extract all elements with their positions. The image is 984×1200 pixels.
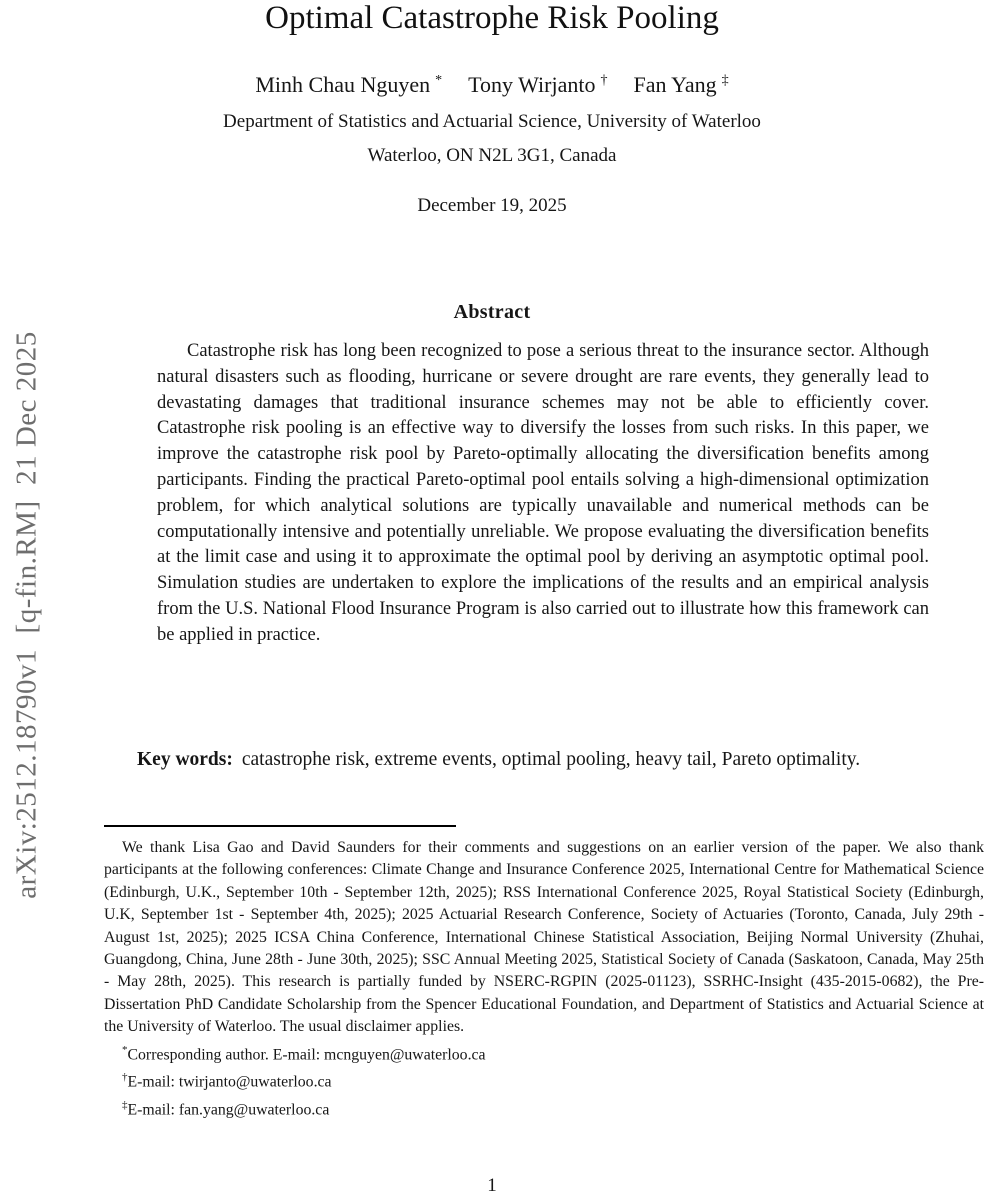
footnote-text: E-mail: fan.yang@uwaterloo.ca [127,1101,330,1119]
footnote-marker-dagger: † [122,1071,128,1084]
footnote-rule [104,825,456,827]
keywords-paragraph [104,737,980,782]
address-line: Waterloo, ON N2L 3G1, Canada [367,145,617,166]
page-number: 1 [487,1175,497,1196]
keywords-label: Key words: [137,749,233,770]
author-2-footnote-mark: † [600,72,608,88]
footnote-email-3 [104,1094,984,1122]
author-3-name: Fan Yang [633,72,717,97]
abstract-text: Catastrophe risk has long been recognized to pose a serious threat to the insurance sector. Although natural disasters such as flooding, hurricane or severe drought are rare events, they generally lead to devastating damages that traditional insurance schemes may not be able to efficiently cover. Catastrophe risk pooling is an effective way to diversify the losses from such risks. In this paper, we improve the catastrophe risk pool by Pareto-optimally allocating the diversification benefits among participants. Finding the practical Pareto-optimal pool entails solving a high-dimensional optimization problem, for which analytical solutions are typically unavailable and numerical methods can be computationally intensive and potentially unreliable. We propose evaluating the diversification benefits at the limit case and using it to approximate the optimal pool by deriving an asymptotic optimal pool. Simulation studies are undertaken to explore the implications of the results and an empirical analysis from the U.S. National Flood Insurance Program is also carried out to illustrate how this framework can be applied in practice. [157,341,929,645]
footnote-corresponding-author [104,1039,984,1067]
author-3 [633,72,728,98]
authors-line [0,72,984,98]
footnotes-block [104,837,984,1122]
footnote-marker-double-dagger: ‡ [122,1099,128,1111]
author-3-footnote-mark: ‡ [721,72,729,88]
page-title: Optimal Catastrophe Risk Pooling [265,0,719,36]
author-2-name: Tony Wirjanto [468,72,596,97]
date-line: December 19, 2025 [417,195,567,216]
thanks-footnote: We thank Lisa Gao and David Saunders for their comments and suggestions on an earlier version of the paper. We also thank participants at the following conferences: Climate Change and Insurance Conference 2025, International Centre for Mathematical Science (Edinburgh, U.K., September 10th - September 12th, 2025); RSS International Conference 2025, Royal Statistical Society (Edinburgh, U.K, September 1st - September 4th, 2025); 2025 Actuarial Research Conference, Society of Actuaries (Toronto, Canada, July 29th - August 1st, 2025); 2025 ICSA China Conference, International Chinese Statistical Association, Beijing Normal University (Zhuhai, Guangdong, China, June 28th - June 30th, 2025); SSC Annual Meeting 2025, Statistical Society of Canada (Saskatoon, Canada, May 25th - May 28th, 2025). This research is partially funded by NSERC-RGPIN (2025-01123), SSRHC-Insight (435-2015-0682), the Pre-Dissertation PhD Candidate Scholarship from the Spencer Educational Foundation, and Department of Statistics and Actuarial Science at the University of Waterloo. The usual disclaimer applies. [104,839,984,1036]
keywords-text: catastrophe risk, extreme events, optimal pooling, heavy tail, Pareto optimality. [241,749,861,770]
arxiv-watermark: arXiv:2512.18790v1 [q-fin.RM] 21 Dec 2025 [10,331,43,899]
footnote-email-2 [104,1066,984,1094]
footnote-marker-asterisk: * [122,1043,128,1056]
abstract-heading: Abstract [453,301,531,323]
affiliation-line: Department of Statistics and Actuarial Science, University of Waterloo [223,111,761,132]
author-1-name: Minh Chau Nguyen [255,72,431,97]
author-2 [468,72,607,98]
author-1 [255,72,442,98]
footnote-text: Corresponding author. E-mail: mcnguyen@uwaterloo.ca [127,1045,486,1063]
footnote-text: E-mail: twirjanto@uwaterloo.ca [127,1073,332,1091]
author-1-footnote-mark: * [435,72,443,88]
